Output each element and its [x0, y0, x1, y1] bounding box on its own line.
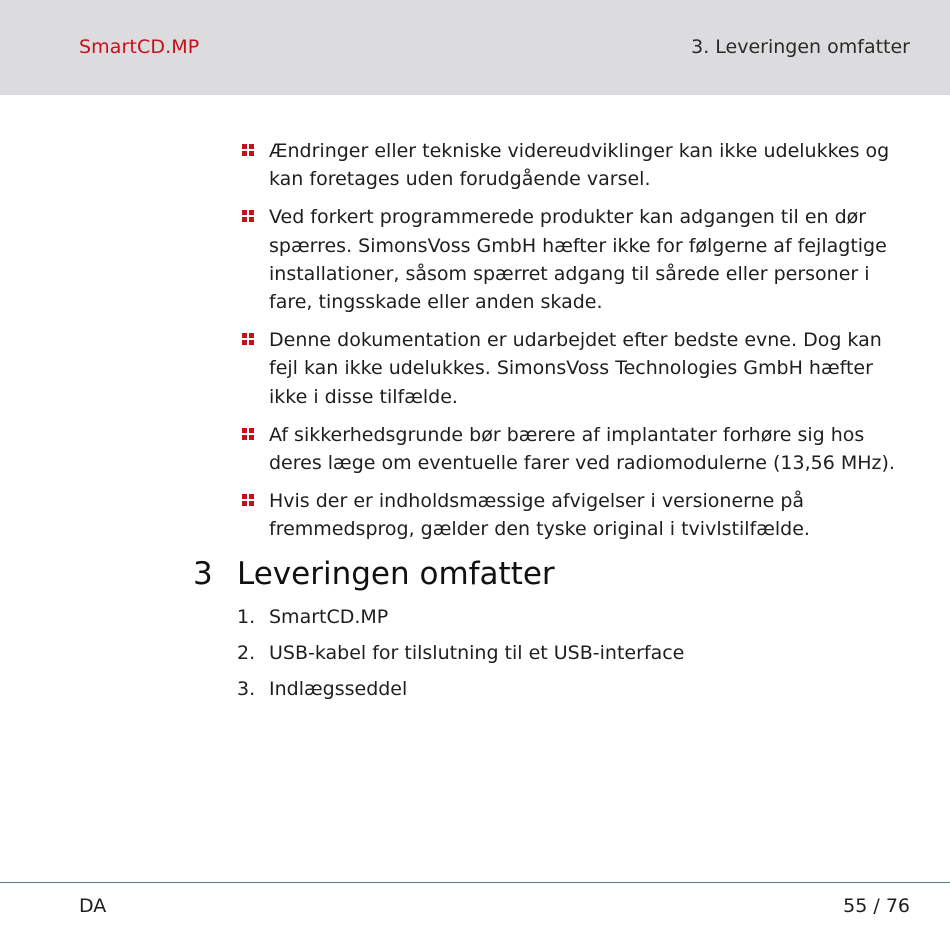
page-header: [0, 0, 950, 95]
item-number: 2.: [237, 642, 256, 664]
item-number: 3.: [237, 678, 256, 700]
chapter-title: Leveringen omfatter: [237, 556, 555, 592]
list-item-text: Af sikkerhedsgrunde bør bærere af implantater forhøre sig hos deres læge om eventuelle farer ved radiomodulerne (13,56 MHz).: [269, 423, 895, 475]
list-item-text: SmartCD.MP: [269, 606, 389, 628]
list-item-text: USB-kabel for tilslutning til et USB-interface: [269, 642, 685, 664]
square-bullet-icon: [242, 210, 254, 222]
square-bullet-icon: [242, 333, 254, 345]
list-item: [240, 203, 915, 316]
list-item: [237, 675, 684, 703]
list-item: [240, 137, 915, 193]
notice-list: [240, 137, 915, 544]
list-item-text: Ved forkert programmerede produkter kan adgangen til en dør spærres. SimonsVoss GmbH hæfter ikke for følgerne af fejlagtige installationer, såsom spærret adgang til sårede eller personer i fare, tingsskade eller anden skade.: [269, 206, 887, 314]
list-item: [240, 421, 915, 477]
list-item-text: Denne dokumentation er udarbejdet efter bedste evne. Dog kan fejl kan ikke udelukkes. SimonsVoss Technologies GmbH hæfter ikke i disse tilfælde.: [269, 329, 882, 408]
list-item: [237, 603, 684, 631]
running-section-title: 3. Leveringen omfatter: [691, 36, 910, 58]
list-item-text: Hvis der er indholdsmæssige afvigelser i versionerne på fremmedsprog, gælder den tyske original i tvivlstilfælde.: [269, 490, 810, 541]
item-number: 1.: [237, 606, 256, 628]
main-content: [240, 137, 915, 554]
page-number: 55 / 76: [843, 895, 910, 917]
list-item: [237, 639, 684, 667]
square-bullet-icon: [242, 144, 254, 156]
list-item: [240, 326, 915, 411]
footer-divider: [0, 882, 950, 883]
product-name: SmartCD.MP: [79, 36, 200, 58]
chapter-number: 3: [193, 556, 213, 592]
square-bullet-icon: [242, 494, 254, 506]
list-item-text: Ændringer eller tekniske videreudviklinger kan ikke udelukkes og kan foretages uden forudgående varsel.: [269, 140, 890, 191]
language-code: DA: [79, 895, 107, 917]
delivery-list: [237, 603, 684, 711]
list-item: [240, 487, 915, 543]
square-bullet-icon: [242, 428, 254, 440]
chapter-heading: [193, 556, 555, 592]
list-item-text: Indlægsseddel: [269, 678, 408, 700]
